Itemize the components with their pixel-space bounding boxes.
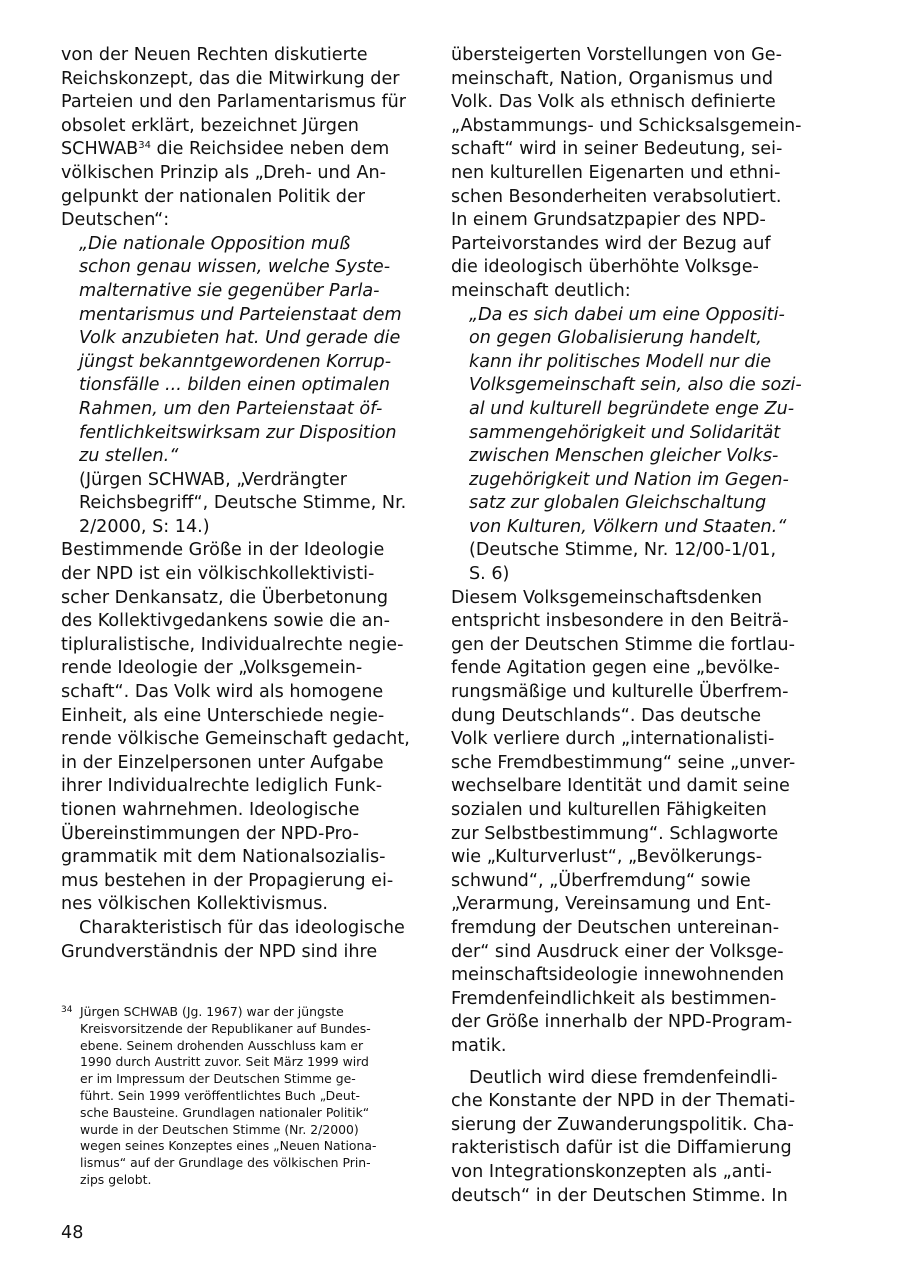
quote-line: mentarismus und Parteienstaat dem [79, 304, 402, 325]
text-line: der“ sind Ausdruck einer der Volksge- [451, 941, 784, 962]
source-line: Reichsbegriff“, Deutsche Stimme, Nr. [79, 493, 407, 514]
ref-name: SCHWAB [61, 139, 139, 160]
text-line: scher Denkansatz, die Überbetonung [61, 587, 389, 608]
quote-line: al und kulturell begründete enge Zu- [469, 398, 795, 419]
quote-line: Rahmen, um den Parteienstaat öf- [79, 398, 383, 419]
text-line: sierung der Zuwanderungspolitik. Cha- [451, 1114, 794, 1135]
footnote-number: 34 [61, 1005, 73, 1015]
quote-line: tionsfälle ... bilden einen optimalen [79, 375, 391, 396]
quote-line: zu stellen.“ [79, 446, 179, 467]
source-line: 2/2000, S: 14.) [79, 516, 210, 537]
text-line: des Kollektivgedankens sowie die an- [61, 611, 390, 632]
text-line: meinschaft deutlich: [451, 280, 631, 301]
text-line: ihrer Individualrechte lediglich Funk- [61, 776, 383, 797]
footnote-line: wegen seines Konzeptes eines „Neuen Nationa- [80, 1138, 377, 1154]
text-line: Grundverständnis der NPD sind ihre [61, 941, 378, 962]
text-line: „Abstammungs- und Schicksalsgemein- [451, 115, 802, 136]
quote-line: on gegen Globalisierung handelt, [469, 328, 762, 349]
text-line: gelpunkt der nationalen Politik der [61, 186, 366, 207]
text-line: schaft“ wird in seiner Bedeutung, sei- [451, 139, 783, 160]
right-column [451, 44, 821, 1208]
text-line: zur Selbstbestimmung“. Schlagworte [451, 823, 779, 844]
footnote [61, 1004, 431, 1189]
quote-line: jüngst bekanntgewordenen Korrup- [79, 351, 392, 372]
text-line: die ideologisch überhöhte Volksge- [451, 257, 759, 278]
body-paragraph [451, 44, 821, 304]
text-line: tionen wahrnehmen. Ideologische [61, 800, 360, 820]
footnote-ref: 34 [138, 140, 151, 152]
text-line: schen Besonderheiten verabsolutiert. [451, 186, 782, 207]
text-line: obsolet erklärt, bezeichnet Jürgen [61, 115, 359, 136]
page-number: 48 [61, 1223, 84, 1243]
text-line: wechselbare Identität und damit seine [451, 776, 790, 797]
footnote-line: er im Impressum der Deutschen Stimme ge- [80, 1071, 356, 1087]
text-line: grammatik mit dem Nationalsozialis- [61, 847, 386, 868]
quote-line: kann ihr politisches Modell nur die [469, 351, 772, 372]
quote-line: Volksgemeinschaft sein, also die sozi- [469, 375, 802, 396]
quote-line: malternative sie gegenüber Parla- [79, 280, 380, 301]
text-line: Parteien und den Parlamentarismus für [61, 92, 407, 113]
text-line: sozialen und kulturellen Fähigkeiten [451, 800, 767, 820]
quote-line: satz zur globalen Gleichschaltung [469, 493, 767, 514]
footnote-line: wurde in der Deutschen Stimme (Nr. 2/2000) [80, 1121, 359, 1137]
body-paragraph [451, 1067, 821, 1209]
text-line: che Konstante der NPD in der Themati- [451, 1091, 796, 1112]
intro-paragraph [61, 44, 421, 233]
text-line: übersteigerten Vorstellungen von Ge- [451, 45, 782, 65]
text-line: schaft“. Das Volk wird als homogene [61, 682, 384, 703]
quote-line: fentlichkeitswirksam zur Disposition [79, 422, 397, 443]
text-line: sche Fremdbestimmung“ seine „unver- [451, 752, 796, 773]
quote-line: zugehörigkeit und Nation im Gegen- [469, 469, 789, 490]
quote-source [61, 469, 421, 540]
quote-line: von Kulturen, Völkern und Staaten.“ [469, 516, 787, 537]
quote-line: zwischen Menschen gleicher Volks- [469, 446, 779, 467]
quote-line: sammengehörigkeit und Solidarität [469, 422, 781, 443]
left-column [61, 44, 421, 964]
text-line: von Integrationskonzepten als „anti- [451, 1161, 772, 1182]
text-line-with-footnote-ref [61, 138, 421, 162]
footnote-text [61, 1004, 431, 1189]
text-line: der Größe innerhalb der NPD-Program- [451, 1012, 793, 1033]
footnote-line: ebene. Seinem drohenden Ausschluss kam er [80, 1037, 364, 1053]
text-line: meinschaft, Nation, Organismus und [451, 68, 774, 89]
text-line: rakteristisch dafür ist die Diffamierung [451, 1138, 792, 1159]
text-line: tipluralistische, Individualrechte negie- [61, 634, 404, 655]
quote-line: schon genau wissen, welche Syste- [79, 257, 391, 278]
text-line: Diesem Volksgemeinschaftsdenken [451, 587, 763, 608]
source-line: (Deutsche Stimme, Nr. 12/00-1/01, [469, 540, 777, 561]
text-line: In einem Grundsatzpapier des NPD- [451, 210, 766, 231]
footnote-line: Jürgen SCHWAB (Jg. 1967) war der jüngste [80, 1004, 344, 1019]
text-line: „Verarmung, Vereinsamung und Ent- [451, 894, 772, 915]
body-paragraph [61, 539, 421, 917]
text-line: deutsch“ in der Deutschen Stimme. In [451, 1185, 788, 1206]
text-line: Volk verliere durch „internationalisti- [451, 729, 775, 750]
source-line: (Jürgen SCHWAB, „Verdrängter [79, 469, 348, 490]
text-line: Volk. Das Volk als ethnisch definierte [451, 92, 776, 113]
text-line: gen der Deutschen Stimme die fortlau- [451, 634, 795, 655]
quote-line: Volk anzubieten hat. Und gerade die [79, 328, 401, 349]
text-line: dung Deutschlands“. Das deutsche [451, 705, 762, 726]
footnote-line: 1990 durch Austritt zuvor. Seit März 1999 wird [80, 1054, 369, 1070]
block-quote [451, 304, 821, 540]
text-line: fremdung der Deutschen untereinan- [451, 917, 780, 938]
text-line: Bestimmende Größe in der Ideologie [61, 540, 385, 561]
footnote-line: zips gelobt. [80, 1171, 152, 1187]
text-line: Übereinstimmungen der NPD-Pro- [61, 823, 359, 844]
quote-source [451, 539, 821, 586]
block-quote [61, 233, 421, 469]
text-line: nen kulturellen Eigenarten und ethni- [451, 162, 781, 183]
quote-line: „Die nationale Opposition muß [79, 233, 351, 254]
text-line: Reichskonzept, das die Mitwirkung der [61, 68, 400, 89]
text-line: Deutlich wird diese fremdenfeindli- [469, 1067, 778, 1088]
footnote-line: führt. Sein 1999 veröffentlichtes Buch „Deut- [80, 1087, 361, 1103]
text-line: rende völkische Gemeinschaft gedacht, [61, 729, 410, 750]
text-line: der NPD ist ein völkischkollektivisti- [61, 564, 375, 585]
quote-line: „Da es sich dabei um eine Oppositi- [469, 304, 785, 325]
text-line: in der Einzelpersonen unter Aufgabe [61, 752, 384, 773]
text-line: von der Neuen Rechten diskutierte [61, 45, 368, 65]
source-line: S. 6) [469, 564, 510, 585]
text-line: entspricht insbesondere in den Beiträ- [451, 611, 789, 632]
text-line: rende Ideologie der „Volksgemein- [61, 658, 363, 679]
text-line: Parteivorstandes wird der Bezug auf [451, 233, 771, 254]
footnote-line: lismus“ auf der Grundlage des völkischen Prin- [80, 1155, 371, 1171]
ref-rest: die Reichsidee neben dem [150, 139, 390, 160]
body-paragraph [61, 917, 421, 964]
text-line: nes völkischen Kollektivismus. [61, 894, 328, 915]
text-line: matik. [451, 1035, 507, 1056]
text-line: Einheit, als eine Unterschiede negie- [61, 705, 385, 726]
text-line: Charakteristisch für das ideologische [79, 917, 405, 938]
footnote-line: sche Bausteine. Grundlagen nationaler Politik“ [80, 1104, 370, 1120]
text-line: schwund“, „Überfremdung“ sowie [451, 870, 751, 891]
text-line: Fremdenfeindlichkeit als bestimmen- [451, 988, 777, 1009]
text-line: völkischen Prinzip als „Dreh- und An- [61, 162, 386, 183]
text-line: meinschaftsideologie innewohnenden [451, 965, 785, 986]
body-paragraph [451, 587, 821, 1059]
text-line: wie „Kulturverlust“, „Bevölkerungs- [451, 847, 763, 868]
text-line: fende Agitation gegen eine „bevölke- [451, 658, 780, 679]
text-line: rungsmäßige und kulturelle Überfrem- [451, 682, 789, 703]
text-line: mus bestehen in der Propagierung ei- [61, 870, 394, 891]
text-line: Deutschen“: [61, 210, 170, 231]
footnote-line: Kreisvorsitzende der Republikaner auf Bundes- [80, 1020, 371, 1036]
